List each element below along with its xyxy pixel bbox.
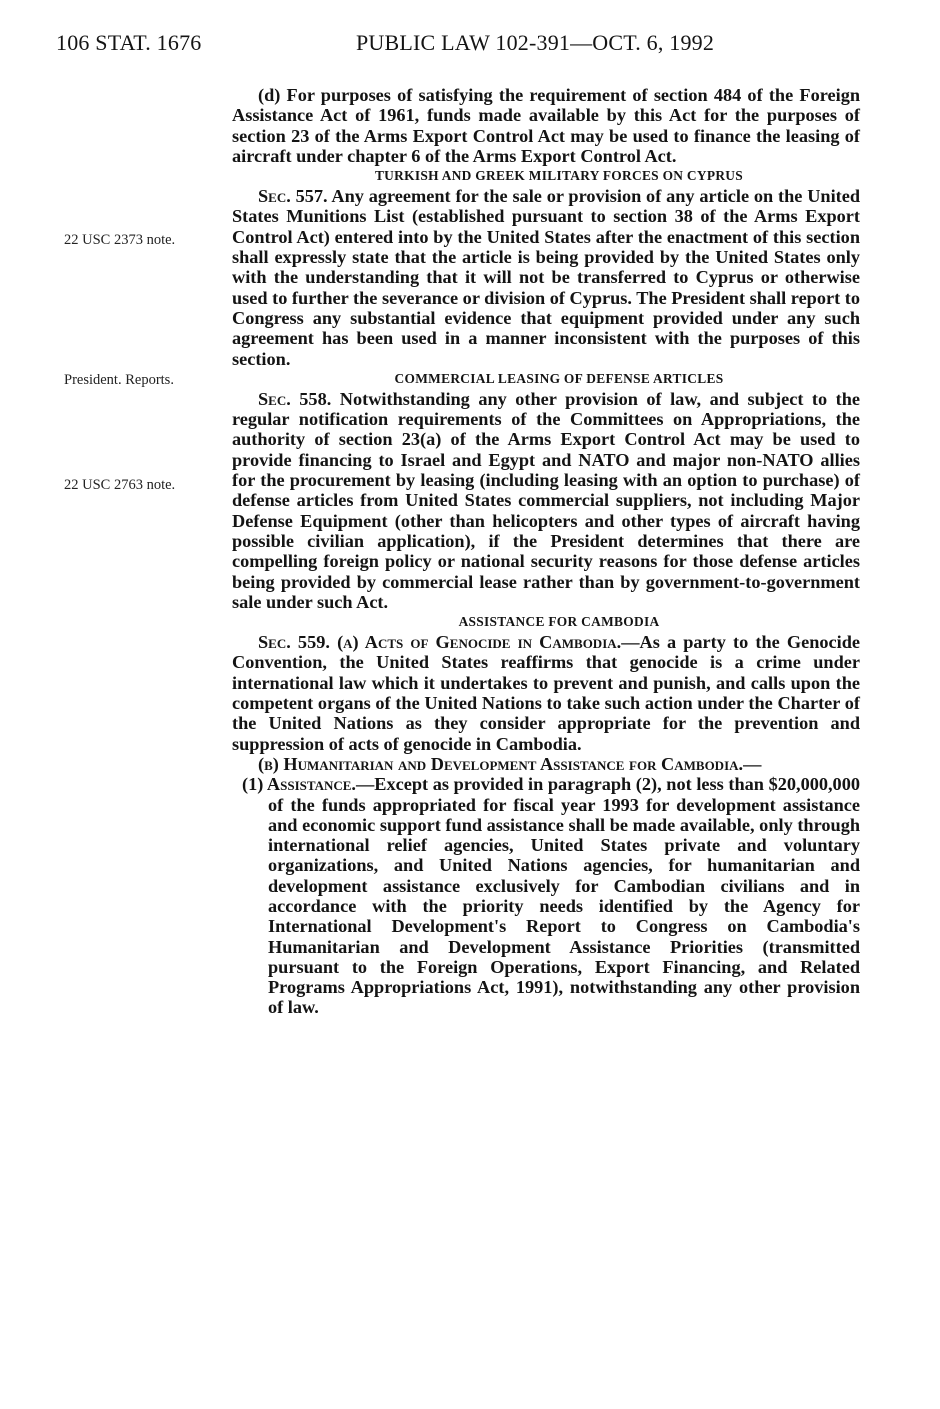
section-text-557: Any agreement for the sale or provision of any article on the United States Munitions List (established pursuant to section 38 of the Arms Export Control Act) entered into by the United States after the enactment of this section shall expressly state that the article is being provided by the United States only with the understanding that it will not be transferred to Cyprus or otherwise used to further the severance or division of Cyprus. The President shall report to Congress any substantial evidence that equipment provided under any such agreement has been used in a manner inconsistent with the purposes of this section.	[232, 186, 861, 369]
section-label-557: Sec. 557.	[258, 186, 328, 207]
paragraph-text-559-b-1: —Except as provided in paragraph (2), not less than $20,000,000 of the funds appropriated for fiscal year 1993 for development assistance and economic support fund assistance shall be made available, only through international relief agencies, United States private and voluntary organizations, and United Nations agencies, for humanitarian and development assistance exclusively for Cambodian civilians and in accordance with the priority needs identified by the Agency for International Development's Report to Congress on Cambodia's Humanitarian and Development Assistance Priorities (transmitted pursuant to the Foreign Operations, Export Financing, and Related Programs Appropriations Act, 1991), notwithstanding any other provision of law.	[268, 774, 860, 1018]
public-law-title: PUBLIC LAW 102-391—OCT. 6, 1992	[356, 30, 715, 55]
stat-page-number: 106 STAT. 1676	[56, 30, 202, 55]
section-heading-557: TURKISH AND GREEK MILITARY FORCES ON CYPRUS	[374, 168, 744, 184]
paragraph-559-b-1	[232, 774, 860, 1018]
section-text-558: Notwithstanding any other provision of law, and subject to the regular notification requirements of the Committees on Appropriations, the authority of section 23(a) of the Arms Export Control Act may be used to provide financing to Israel and Egypt and NATO and major non-NATO allies for the procurement by leasing (including leasing with an option to purchase) of defense articles from United States commercial suppliers, not including Major Defense Equipment (other than helicopters and other types of aircraft having possible civilian application), if the President determines that there are compelling foreign policy or national security reasons for those defense articles being provided by commercial lease rather than by government-to-government sale under such Act.	[232, 388, 860, 612]
margin-note-usc-2763: 22 USC 2763 note.	[64, 477, 176, 493]
section-557	[232, 186, 860, 369]
subsection-label-559-a: (a) Acts of Genocide in Cambodia.	[337, 632, 622, 653]
section-label-559: Sec. 559.	[258, 632, 330, 653]
section-559-a	[232, 632, 860, 754]
section-558	[232, 389, 860, 612]
subsection-text-559-a: —As a party to the Genocide Convention, the United States reaffirms that genocide is a crime under international law which it undertakes to prevent and punish, and calls upon the competent organs of the United Nations to take such action under the Charter of the United Nations as they consider appropriate for the prevention and suppression of acts of genocide in Cambodia.	[232, 632, 860, 754]
margin-note-president-reports: President. Reports.	[64, 372, 174, 388]
subsection-label-559-b: (b) Humanitarian and Development Assistance for Cambodia.—	[258, 753, 762, 774]
paragraph-d: (d) For purposes of satisfying the requirement of section 484 of the Foreign Assistance Act of 1961, funds made available by this Act for the purposes of section 23 of the Arms Export Control Act may be used to finance the leasing of aircraft under chapter 6 of the Arms Export Control Act.	[232, 85, 860, 166]
paragraph-label-559-b-1: (1) Assistance.	[242, 774, 356, 795]
section-heading-559: ASSISTANCE FOR CAMBODIA	[458, 614, 660, 630]
document-body	[232, 85, 860, 1018]
section-label-558: Sec. 558.	[258, 388, 332, 409]
margin-note-usc-2373: 22 USC 2373 note.	[64, 232, 176, 248]
subsection-559-b	[232, 754, 860, 774]
section-heading-558: COMMERCIAL LEASING OF DEFENSE ARTICLES	[394, 370, 724, 386]
